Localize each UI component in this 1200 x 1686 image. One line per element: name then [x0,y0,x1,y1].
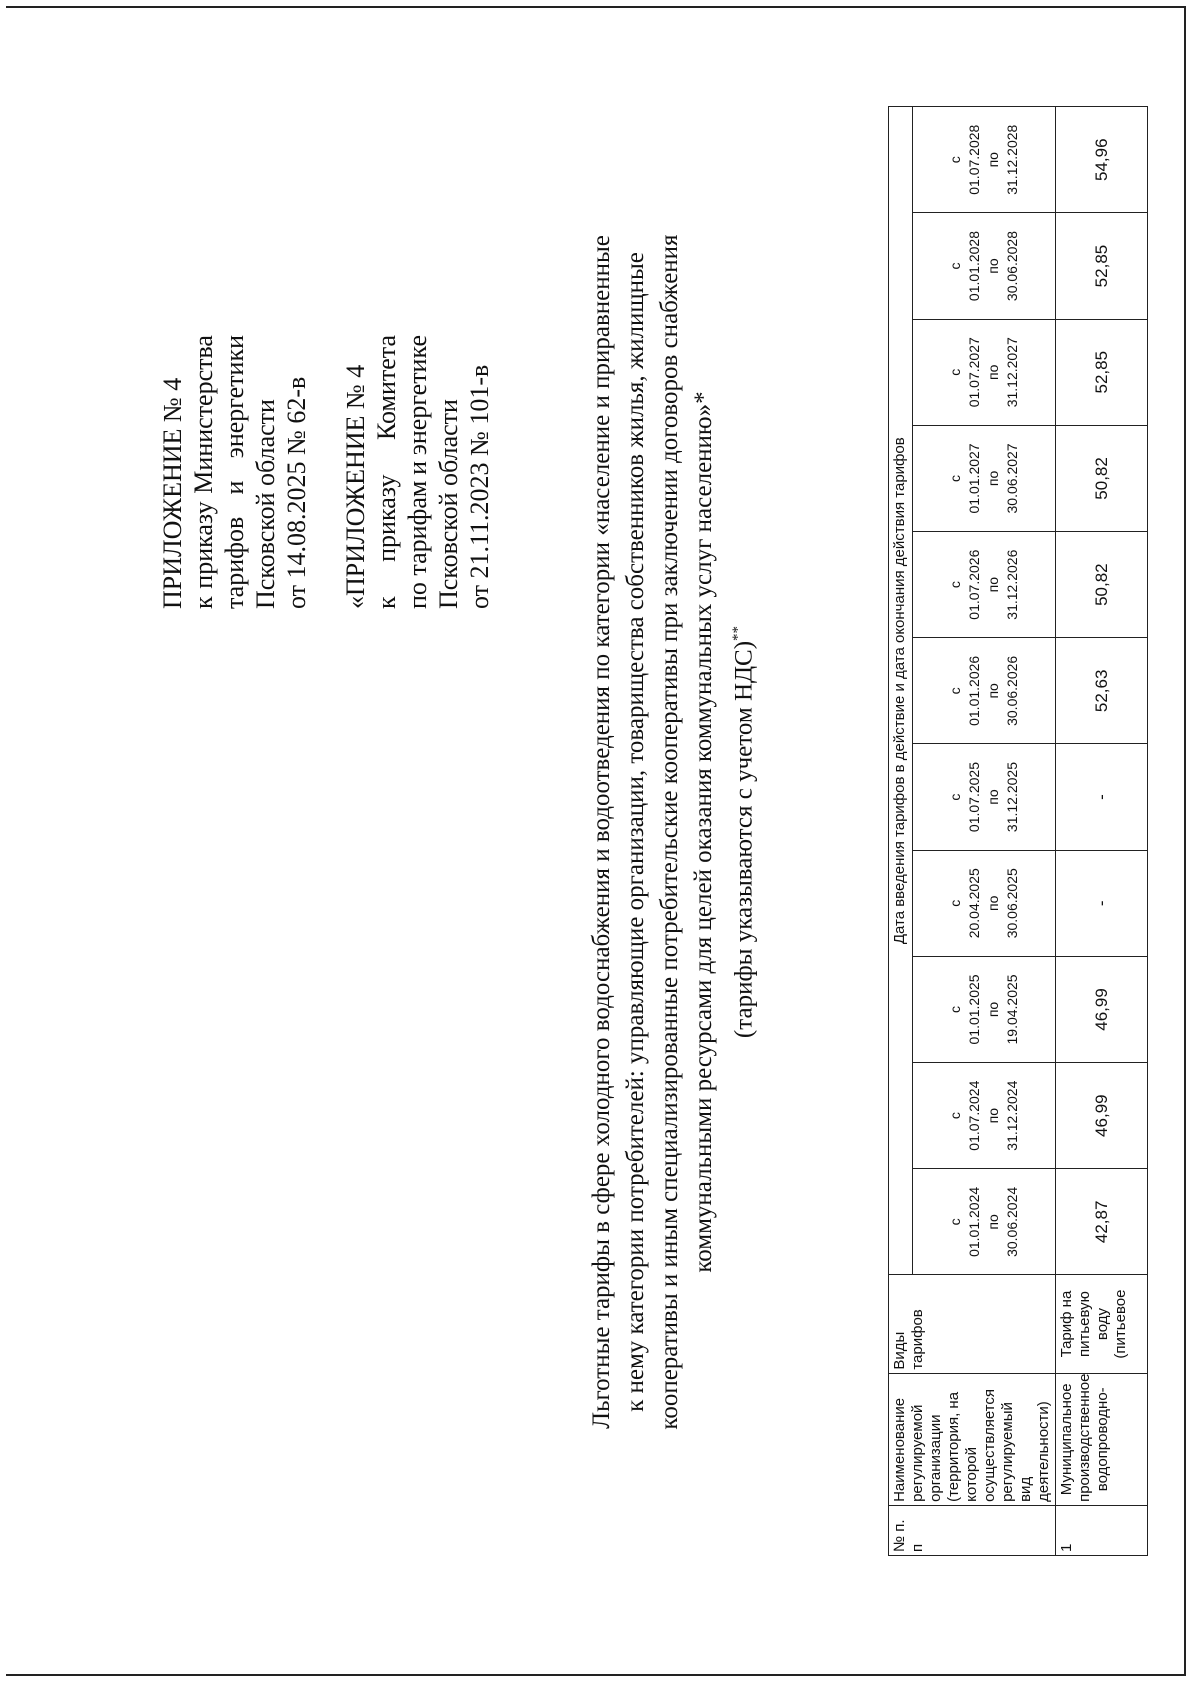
appendix-word: Министерства [189,335,218,494]
period-start: 01.01.2027 [965,443,982,514]
tariff-value: 50,82 [1056,425,1148,531]
period-cell [912,956,1055,1062]
period-from: с [946,687,963,695]
appendix-line [219,335,250,609]
period-cell [912,850,1055,956]
tariff-value: - [1056,850,1148,956]
period-to: по [984,789,1001,805]
period-to: по [984,1214,1001,1230]
period-end: 30.06.2026 [1003,655,1020,726]
header-number: № п. п [889,1505,1056,1555]
period-start: 20.04.2025 [965,868,982,939]
rotated-page-content [0,2,1129,1682]
period-start: 01.07.2027 [965,337,982,408]
appendix-word: энергетике [403,335,432,456]
period-start: 01.01.2024 [965,1186,982,1257]
period-start: 01.01.2028 [965,231,982,302]
period-from: с [946,581,963,589]
tariff-value: 42,87 [1056,1169,1148,1275]
appendix-word: приказу [189,501,218,589]
appendix-word: Комитета [372,335,401,441]
appendix-line [402,335,433,609]
heading-line: кооперативы и иным специализированные потребительские кооперативы при заключении договоров снабжения [656,234,683,1430]
period-end: 30.06.2028 [1003,231,1020,302]
period-from: с [946,793,963,801]
tariff-value: 46,99 [1056,956,1148,1062]
period-end: 31.12.2028 [1003,124,1020,195]
appendix-previous-block [340,335,495,609]
period-to: по [984,683,1001,699]
row-organization: Муниципальное производственное водопроводно- [1056,1373,1148,1505]
period-to: по [984,1001,1001,1018]
period-end: 30.06.2027 [1003,443,1020,514]
period-to: по [984,258,1001,274]
period-from: с [946,1112,963,1120]
tariff-value: 46,99 [1056,1063,1148,1169]
period-start: 01.07.2028 [965,124,982,195]
appendix-line [188,335,219,609]
period-start: 01.07.2025 [965,762,982,833]
table-row [1056,107,1148,1556]
period-start: 01.01.2026 [965,655,982,726]
appendix-word: приказу [372,474,401,562]
appendix-order-date: от 14.08.2025 № 62-в [282,376,311,609]
period-end: 31.12.2026 [1003,549,1020,620]
heading-line: к нему категории потребителей: управляющие организации, товарищества собственников жилья, жилищные [622,252,649,1412]
period-from: с [946,1218,963,1226]
period-end: 30.06.2025 [1003,868,1020,939]
period-from: с [946,899,963,907]
tariff-value: - [1056,744,1148,850]
period-to: по [984,152,1001,168]
tariff-value: 50,82 [1056,532,1148,638]
period-cell [912,638,1055,744]
heading-note [721,92,761,1572]
header-tariff-type: Виды тарифов [889,1275,1056,1373]
appendix-title: «ПРИЛОЖЕНИЕ № 4 [341,364,370,609]
period-end: 31.12.2025 [1003,762,1020,833]
tariff-value: 52,85 [1056,213,1148,319]
appendix-order-date: от 21.11.2023 № 101-в [465,364,494,609]
period-cell [912,1063,1055,1169]
period-cell [912,744,1055,850]
header-organization: Наименование регулируемой организации (территория, на которой осуществляется регулируемый вид деятельности) [889,1373,1056,1505]
tariff-value: 52,85 [1056,319,1148,425]
row-number: 1 [1056,1505,1148,1555]
period-end: 31.12.2024 [1003,1080,1020,1151]
period-cell [912,319,1055,425]
period-start: 01.07.2024 [965,1080,982,1151]
tariff-value: 54,96 [1056,107,1148,213]
period-to: по [984,364,1001,380]
period-to: по [984,1107,1001,1124]
footnote-mark: ** [730,625,746,641]
period-cell [912,213,1055,319]
appendix-word: к [372,596,401,609]
appendix-current-block [157,335,312,609]
table-header-row [889,107,913,1556]
appendix-word: энергетики [220,335,249,459]
period-to: по [984,470,1001,487]
appendix-region: Псковской области [251,399,280,609]
page-border-right [1184,6,1186,1676]
period-to: по [984,576,1001,593]
appendix-word: тарифов [220,516,249,609]
heading-line: Льготные тарифы в сфере холодного водоснабжения и водоотведения по категории «население и приравненные [588,235,615,1429]
period-to: по [984,895,1001,911]
heading-line: коммунальными ресурсами для целей оказания коммунальных услуг населению»* [690,391,717,1273]
period-from: с [946,474,963,482]
period-end: 19.04.2025 [1003,974,1020,1045]
tariff-value: 52,63 [1056,638,1148,744]
period-cell [912,1169,1055,1275]
period-from: с [946,368,963,376]
tariff-table [888,106,1148,1556]
period-start: 01.07.2026 [965,549,982,620]
appendix-word: к [189,596,218,609]
appendix-line [371,335,402,609]
period-start: 01.01.2025 [965,974,982,1045]
period-from: с [946,262,963,270]
period-from: с [946,1005,963,1013]
header-periods-group: Дата введения тарифов в действие и дата окончания действия тарифов [889,107,913,1275]
period-end: 30.06.2024 [1003,1186,1020,1257]
period-end: 31.12.2027 [1003,337,1020,408]
period-cell [912,107,1055,213]
document-heading [585,92,761,1572]
appendix-word: и [403,460,432,475]
period-cell [912,425,1055,531]
appendix-word: и [220,480,249,495]
period-from: с [946,156,963,164]
period-cell [912,532,1055,638]
row-tariff-type: Тариф на питьевую воду (питьевое [1056,1275,1148,1373]
appendix-region: Псковской области [434,399,463,609]
appendix-word: по тарифам [403,480,432,609]
heading-note-text: (тарифы указываются с учетом НДС) [730,640,758,1039]
appendix-title: ПРИЛОЖЕНИЕ № 4 [158,377,187,609]
